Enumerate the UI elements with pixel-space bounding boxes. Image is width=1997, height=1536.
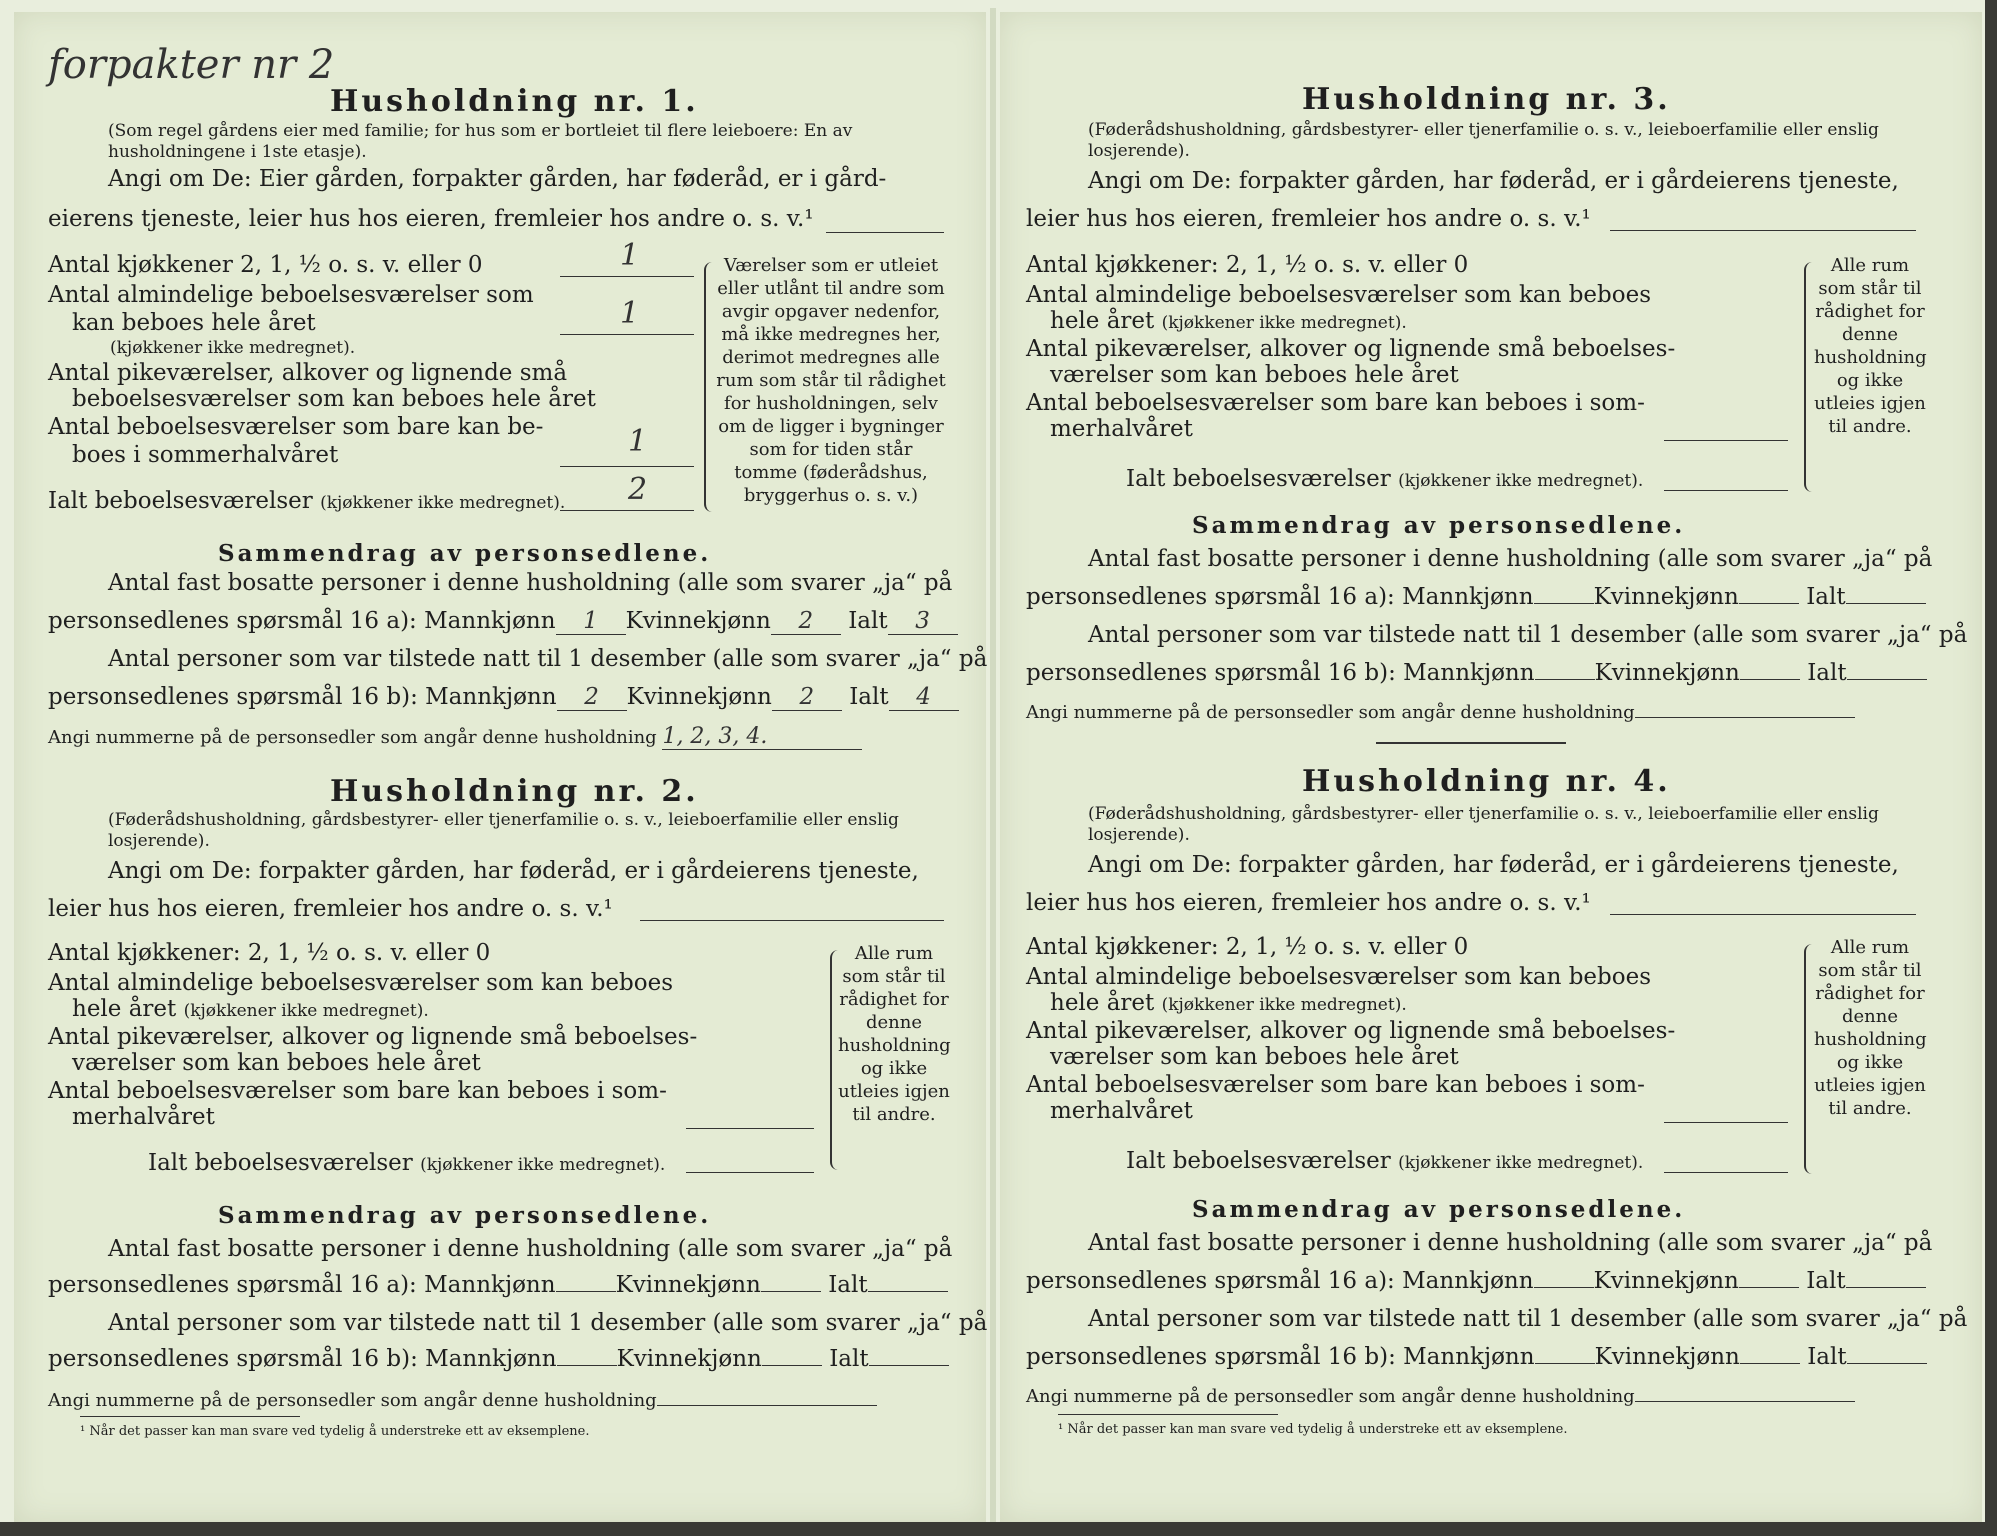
h1-brace bbox=[704, 262, 716, 512]
h4-total: Ialt beboelsesværelser (kjøkkener ikke medregnet). bbox=[1126, 1148, 1644, 1174]
h4-row-rooms-b: hele året (kjøkkener ikke medregnet). bbox=[1050, 990, 1407, 1016]
h1-val-kitchens: 1 bbox=[620, 238, 640, 273]
h2-row-kitchens: Antal kjøkkener: 2, 1, ½ o. s. v. eller 0 bbox=[48, 940, 491, 966]
h2-angi-1: Angi om De: forpakter gården, har føderåd, er i gårdeierens tjeneste, bbox=[108, 858, 919, 884]
h2-s1: Antal fast bosatte personer i denne husholdning (alle som svarer „ja“ på bbox=[108, 1236, 953, 1262]
h4-row-small-b: værelser som kan beboes hele året bbox=[1050, 1044, 1459, 1070]
h2-angi-2: leier hus hos eieren, fremleier hos andre o. s. v.¹ bbox=[48, 896, 613, 922]
h1-row-rooms-b: kan beboes hele året bbox=[72, 310, 316, 336]
h3-summary-title: Sammendrag av personsedlene. bbox=[1192, 512, 1686, 539]
h1-row-kitchens: Antal kjøkkener 2, 1, ½ o. s. v. eller 0 bbox=[48, 252, 483, 278]
h3-angi-2: leier hus hos eieren, fremleier hos andre o. s. v.¹ bbox=[1026, 206, 1591, 232]
h1-row-small-b: beboelsesværelser som kan beboes hele året bbox=[72, 386, 596, 412]
h4-note: (Føderådshusholdning, gårdsbestyrer- eller tjenerfamilie o. s. v., leieboerfamilie eller enslig losjerende). bbox=[1088, 804, 1879, 845]
h1-val-summer: 1 bbox=[628, 424, 648, 459]
h2-side-note: Alle rum som står til rådighet for denne husholdning og ikke utleies igjen til andre. bbox=[838, 943, 951, 1125]
h4-angi-1: Angi om De: forpakter gården, har føderåd, er i gårdeierens tjeneste, bbox=[1088, 852, 1899, 878]
h2-s2: personsedlenes spørsmål 16 a): Mannkjønn Kvinnekjønn Ialt bbox=[48, 1272, 948, 1298]
h2-row-small-a: Antal pikeværelser, alkover og lignende små beboelses- bbox=[48, 1024, 698, 1050]
h3-numre: Angi nummerne på de personsedler som angår denne husholdning bbox=[1026, 702, 1855, 723]
h1-total: Ialt beboelsesværelser (kjøkkener ikke medregnet). bbox=[48, 488, 566, 514]
h3-s3: Antal personer som var tilstede natt til 1 desember (alle som svarer „ja“ på bbox=[1088, 622, 1968, 648]
page-edge-bottom bbox=[0, 1522, 1997, 1536]
h1-note: (Som regel gårdens eier med familie; for hus som er bortleiet til flere leieboere: En av husholdningene i 1ste etasje). bbox=[108, 121, 853, 162]
h4-side-note: Alle rum som står til rådighet for denne husholdning og ikke utleies igjen til andre. bbox=[1814, 937, 1927, 1119]
h2-row-summer-a: Antal beboelsesværelser som bare kan beboes i som- bbox=[48, 1078, 667, 1104]
left-footnote: ¹ Når det passer kan man svare ved tydelig å understreke ett av eksemplene. bbox=[80, 1424, 590, 1439]
h3-angi-1: Angi om De: forpakter gården, har føderåd, er i gårdeierens tjeneste, bbox=[1088, 168, 1899, 194]
h4-row-summer-b: merhalvåret bbox=[1050, 1098, 1193, 1124]
h3-row-summer-a: Antal beboelsesværelser som bare kan beboes i som- bbox=[1026, 390, 1645, 416]
h3-s4: personsedlenes spørsmål 16 b): Mannkjønn Kvinnekjønn Ialt bbox=[1026, 660, 1927, 686]
h1-side-note: Værelser som er utleiet eller utlånt til andre som avgir opgaver nedenfor, må ikke medregnes her, derimot medregnes alle rum som står til rådighet for husholdningen, selv om de ligger i bygninger som for tiden står tomme (føderådshus, bryggerhus o. s. v.) bbox=[716, 255, 946, 506]
h2-total: Ialt beboelsesværelser (kjøkkener ikke medregnet). bbox=[148, 1150, 666, 1176]
h1-s4: personsedlenes spørsmål 16 b): Mannkjønn 2 Kvinnekjønn 2 Ialt 4 bbox=[48, 684, 959, 711]
h4-row-summer-a: Antal beboelsesværelser som bare kan beboes i som- bbox=[1026, 1072, 1645, 1098]
h1-row-summer-a: Antal beboelsesværelser som bare kan be- bbox=[48, 414, 544, 440]
h1-row-small-a: Antal pikeværelser, alkover og lignende små bbox=[48, 360, 568, 386]
h4-summary-title: Sammendrag av personsedlene. bbox=[1192, 1196, 1686, 1223]
h2-s3: Antal personer som var tilstede natt til 1 desember (alle som svarer „ja“ på bbox=[108, 1310, 988, 1336]
h1-title: Husholdning nr. 1. bbox=[330, 84, 699, 119]
h2-title: Husholdning nr. 2. bbox=[330, 774, 699, 809]
right-footnote: ¹ Når det passer kan man svare ved tydelig å understreke ett av eksemplene. bbox=[1058, 1422, 1568, 1437]
h3-total: Ialt beboelsesværelser (kjøkkener ikke medregnet). bbox=[1126, 466, 1644, 492]
h1-a-ialt: 3 bbox=[888, 608, 958, 635]
h3-title: Husholdning nr. 3. bbox=[1302, 82, 1671, 117]
h1-row-rooms-c: (kjøkkener ikke medregnet). bbox=[110, 338, 356, 358]
h1-val-rooms: 1 bbox=[620, 296, 640, 331]
h3-row-rooms-a: Antal almindelige beboelsesværelser som kan beboes bbox=[1026, 282, 1652, 308]
h3-row-rooms-b: hele året (kjøkkener ikke medregnet). bbox=[1050, 308, 1407, 334]
h4-title: Husholdning nr. 4. bbox=[1302, 764, 1671, 799]
h1-s1: Antal fast bosatte personer i denne husholdning (alle som svarer „ja“ på bbox=[108, 570, 953, 596]
h3-s2: personsedlenes spørsmål 16 a): Mannkjønn Kvinnekjønn Ialt bbox=[1026, 584, 1926, 610]
h2-row-summer-b: merhalvåret bbox=[72, 1104, 215, 1130]
h1-numre-val: 1, 2, 3, 4. bbox=[662, 724, 862, 750]
h3-row-small-b: værelser som kan beboes hele året bbox=[1050, 362, 1459, 388]
h2-summary-title: Sammendrag av personsedlene. bbox=[218, 1202, 712, 1229]
h2-numre: Angi nummerne på de personsedler som angår denne husholdning bbox=[48, 1390, 877, 1411]
h2-row-rooms-b: hele året (kjøkkener ikke medregnet). bbox=[72, 996, 429, 1022]
h4-s3: Antal personer som var tilstede natt til 1 desember (alle som svarer „ja“ på bbox=[1088, 1306, 1968, 1332]
h3-note: (Føderådshusholdning, gårdsbestyrer- eller tjenerfamilie o. s. v., leieboerfamilie eller enslig losjerende). bbox=[1088, 120, 1879, 161]
h1-s3: Antal personer som var tilstede natt til 1 desember (alle som svarer „ja“ på bbox=[108, 646, 988, 672]
h4-row-small-a: Antal pikeværelser, alkover og lignende små beboelses- bbox=[1026, 1018, 1676, 1044]
h1-a-kvinne: 2 bbox=[771, 608, 841, 635]
h1-numre: Angi nummerne på de personsedler som angår denne husholdning 1, 2, 3, 4. bbox=[48, 724, 862, 750]
h3-side-note: Alle rum som står til rådighet for denne husholdning og ikke utleies igjen til andre. bbox=[1814, 255, 1927, 437]
h3-s1: Antal fast bosatte personer i denne husholdning (alle som svarer „ja“ på bbox=[1088, 546, 1933, 572]
h1-b-mann: 2 bbox=[557, 684, 627, 711]
h4-angi-2: leier hus hos eieren, fremleier hos andre o. s. v.¹ bbox=[1026, 890, 1591, 916]
handwritten-header: forpakter nr 2 bbox=[48, 42, 335, 88]
h4-s1: Antal fast bosatte personer i denne husholdning (alle som svarer „ja“ på bbox=[1088, 1230, 1933, 1256]
h1-summary-title: Sammendrag av personsedlene. bbox=[218, 540, 712, 567]
h3-row-small-a: Antal pikeværelser, alkover og lignende små beboelses- bbox=[1026, 336, 1676, 362]
h1-row-summer-b: boes i sommerhalvåret bbox=[72, 442, 339, 468]
h3-row-summer-b: merhalvåret bbox=[1050, 416, 1193, 442]
h4-s2: personsedlenes spørsmål 16 a): Mannkjønn Kvinnekjønn Ialt bbox=[1026, 1268, 1926, 1294]
h4-row-kitchens: Antal kjøkkener: 2, 1, ½ o. s. v. eller 0 bbox=[1026, 934, 1469, 960]
h1-row-rooms-a: Antal almindelige beboelsesværelser som bbox=[48, 282, 534, 308]
h2-row-small-b: værelser som kan beboes hele året bbox=[72, 1050, 481, 1076]
h4-row-rooms-a: Antal almindelige beboelsesværelser som kan beboes bbox=[1026, 964, 1652, 990]
h3-row-kitchens: Antal kjøkkener: 2, 1, ½ o. s. v. eller 0 bbox=[1026, 252, 1469, 278]
h2-row-rooms-a: Antal almindelige beboelsesværelser som kan beboes bbox=[48, 970, 674, 996]
h1-angi-1: Angi om De: Eier gården, forpakter gården, har føderåd, er i gård- bbox=[108, 166, 887, 192]
h1-angi-2: eierens tjeneste, leier hus hos eieren, fremleier hos andre o. s. v.¹ bbox=[48, 206, 814, 232]
h2-s4: personsedlenes spørsmål 16 b): Mannkjønn Kvinnekjønn Ialt bbox=[48, 1346, 949, 1372]
h4-numre: Angi nummerne på de personsedler som angår denne husholdning bbox=[1026, 1386, 1855, 1407]
h4-s4: personsedlenes spørsmål 16 b): Mannkjønn Kvinnekjønn Ialt bbox=[1026, 1344, 1927, 1370]
h1-a-mann: 1 bbox=[556, 608, 626, 635]
h1-val-total: 2 bbox=[628, 472, 648, 507]
h1-b-ialt: 4 bbox=[889, 684, 959, 711]
h1-b-kvinne: 2 bbox=[772, 684, 842, 711]
page-edge bbox=[1985, 0, 1997, 1536]
h1-s2: personsedlenes spørsmål 16 a): Mannkjønn 1 Kvinnekjønn 2 Ialt 3 bbox=[48, 608, 958, 635]
page-fold bbox=[990, 8, 996, 1526]
h2-note: (Føderådshusholdning, gårdsbestyrer- eller tjenerfamilie o. s. v., leieboerfamilie eller enslig losjerende). bbox=[108, 810, 899, 851]
